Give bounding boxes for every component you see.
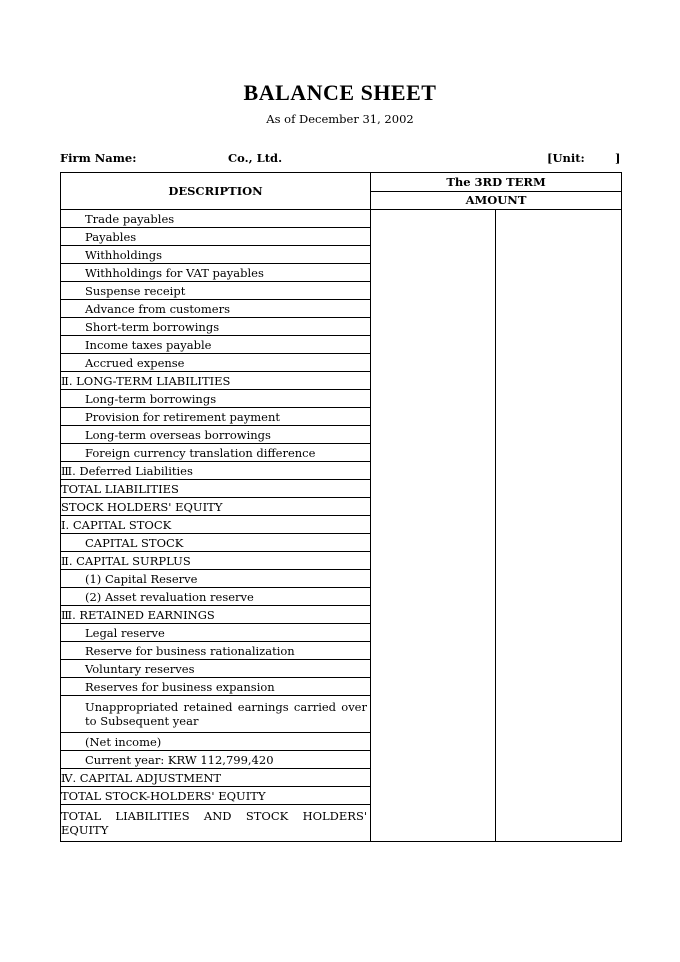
row-description: Ⅱ. CAPITAL SURPLUS [61,552,371,570]
row-description: CAPITAL STOCK [61,534,371,552]
row-description: Unappropriated retained earnings carried over to Subsequent year [61,696,371,733]
row-description: Accrued expense [61,354,371,372]
row-description: Ⅱ. LONG-TERM LIABILITIES [61,372,371,390]
document-title: BALANCE SHEET [243,80,437,105]
amount-header: AMOUNT [371,191,622,210]
row-description: Reserves for business expansion [61,678,371,696]
row-description: Ⅰ. CAPITAL STOCK [61,516,371,534]
firm-info-row [60,151,620,167]
table-row [61,210,622,228]
row-description: STOCK HOLDERS' EQUITY [61,498,371,516]
row-description: Voluntary reserves [61,660,371,678]
firm-name-label: Firm Name: [60,151,137,165]
row-description: Ⅲ. RETAINED EARNINGS [61,606,371,624]
row-description: (2) Asset revaluation reserve [61,588,371,606]
unit-label: [Unit: [547,151,585,165]
row-description: Foreign currency translation difference [61,444,371,462]
amount-column-left [371,210,496,842]
row-description: Payables [61,228,371,246]
amount-column-right [496,210,622,842]
row-description: TOTAL LIABILITIES AND STOCK HOLDERS' EQUITY [61,805,371,842]
row-description: (Net income) [61,733,371,751]
row-description: Provision for retirement payment [61,408,371,426]
row-description: Trade payables [61,210,371,228]
row-description: Long-term borrowings [61,390,371,408]
row-description: Ⅳ. CAPITAL ADJUSTMENT [61,769,371,787]
row-description: Short-term borrowings [61,318,371,336]
document-subtitle: As of December 31, 2002 [266,112,414,126]
row-description: (1) Capital Reserve [61,570,371,588]
row-description: TOTAL STOCK-HOLDERS' EQUITY [61,787,371,805]
term-header: The 3RD TERM [371,173,622,192]
row-description: Ⅲ. Deferred Liabilities [61,462,371,480]
row-description: Long-term overseas borrowings [61,426,371,444]
row-description: Advance from customers [61,300,371,318]
row-description: Withholdings [61,246,371,264]
description-header: DESCRIPTION [61,173,371,210]
row-description: Reserve for business rationalization [61,642,371,660]
balance-sheet-table [60,172,622,842]
row-description: Legal reserve [61,624,371,642]
balance-sheet-body [61,210,622,842]
row-description: Current year: KRW 112,799,420 [61,751,371,769]
row-description: Income taxes payable [61,336,371,354]
unit-close: ] [615,151,621,165]
company-name: Co., Ltd. [228,151,283,165]
row-description: Withholdings for VAT payables [61,264,371,282]
row-description: TOTAL LIABILITIES [61,480,371,498]
row-description: Suspense receipt [61,282,371,300]
